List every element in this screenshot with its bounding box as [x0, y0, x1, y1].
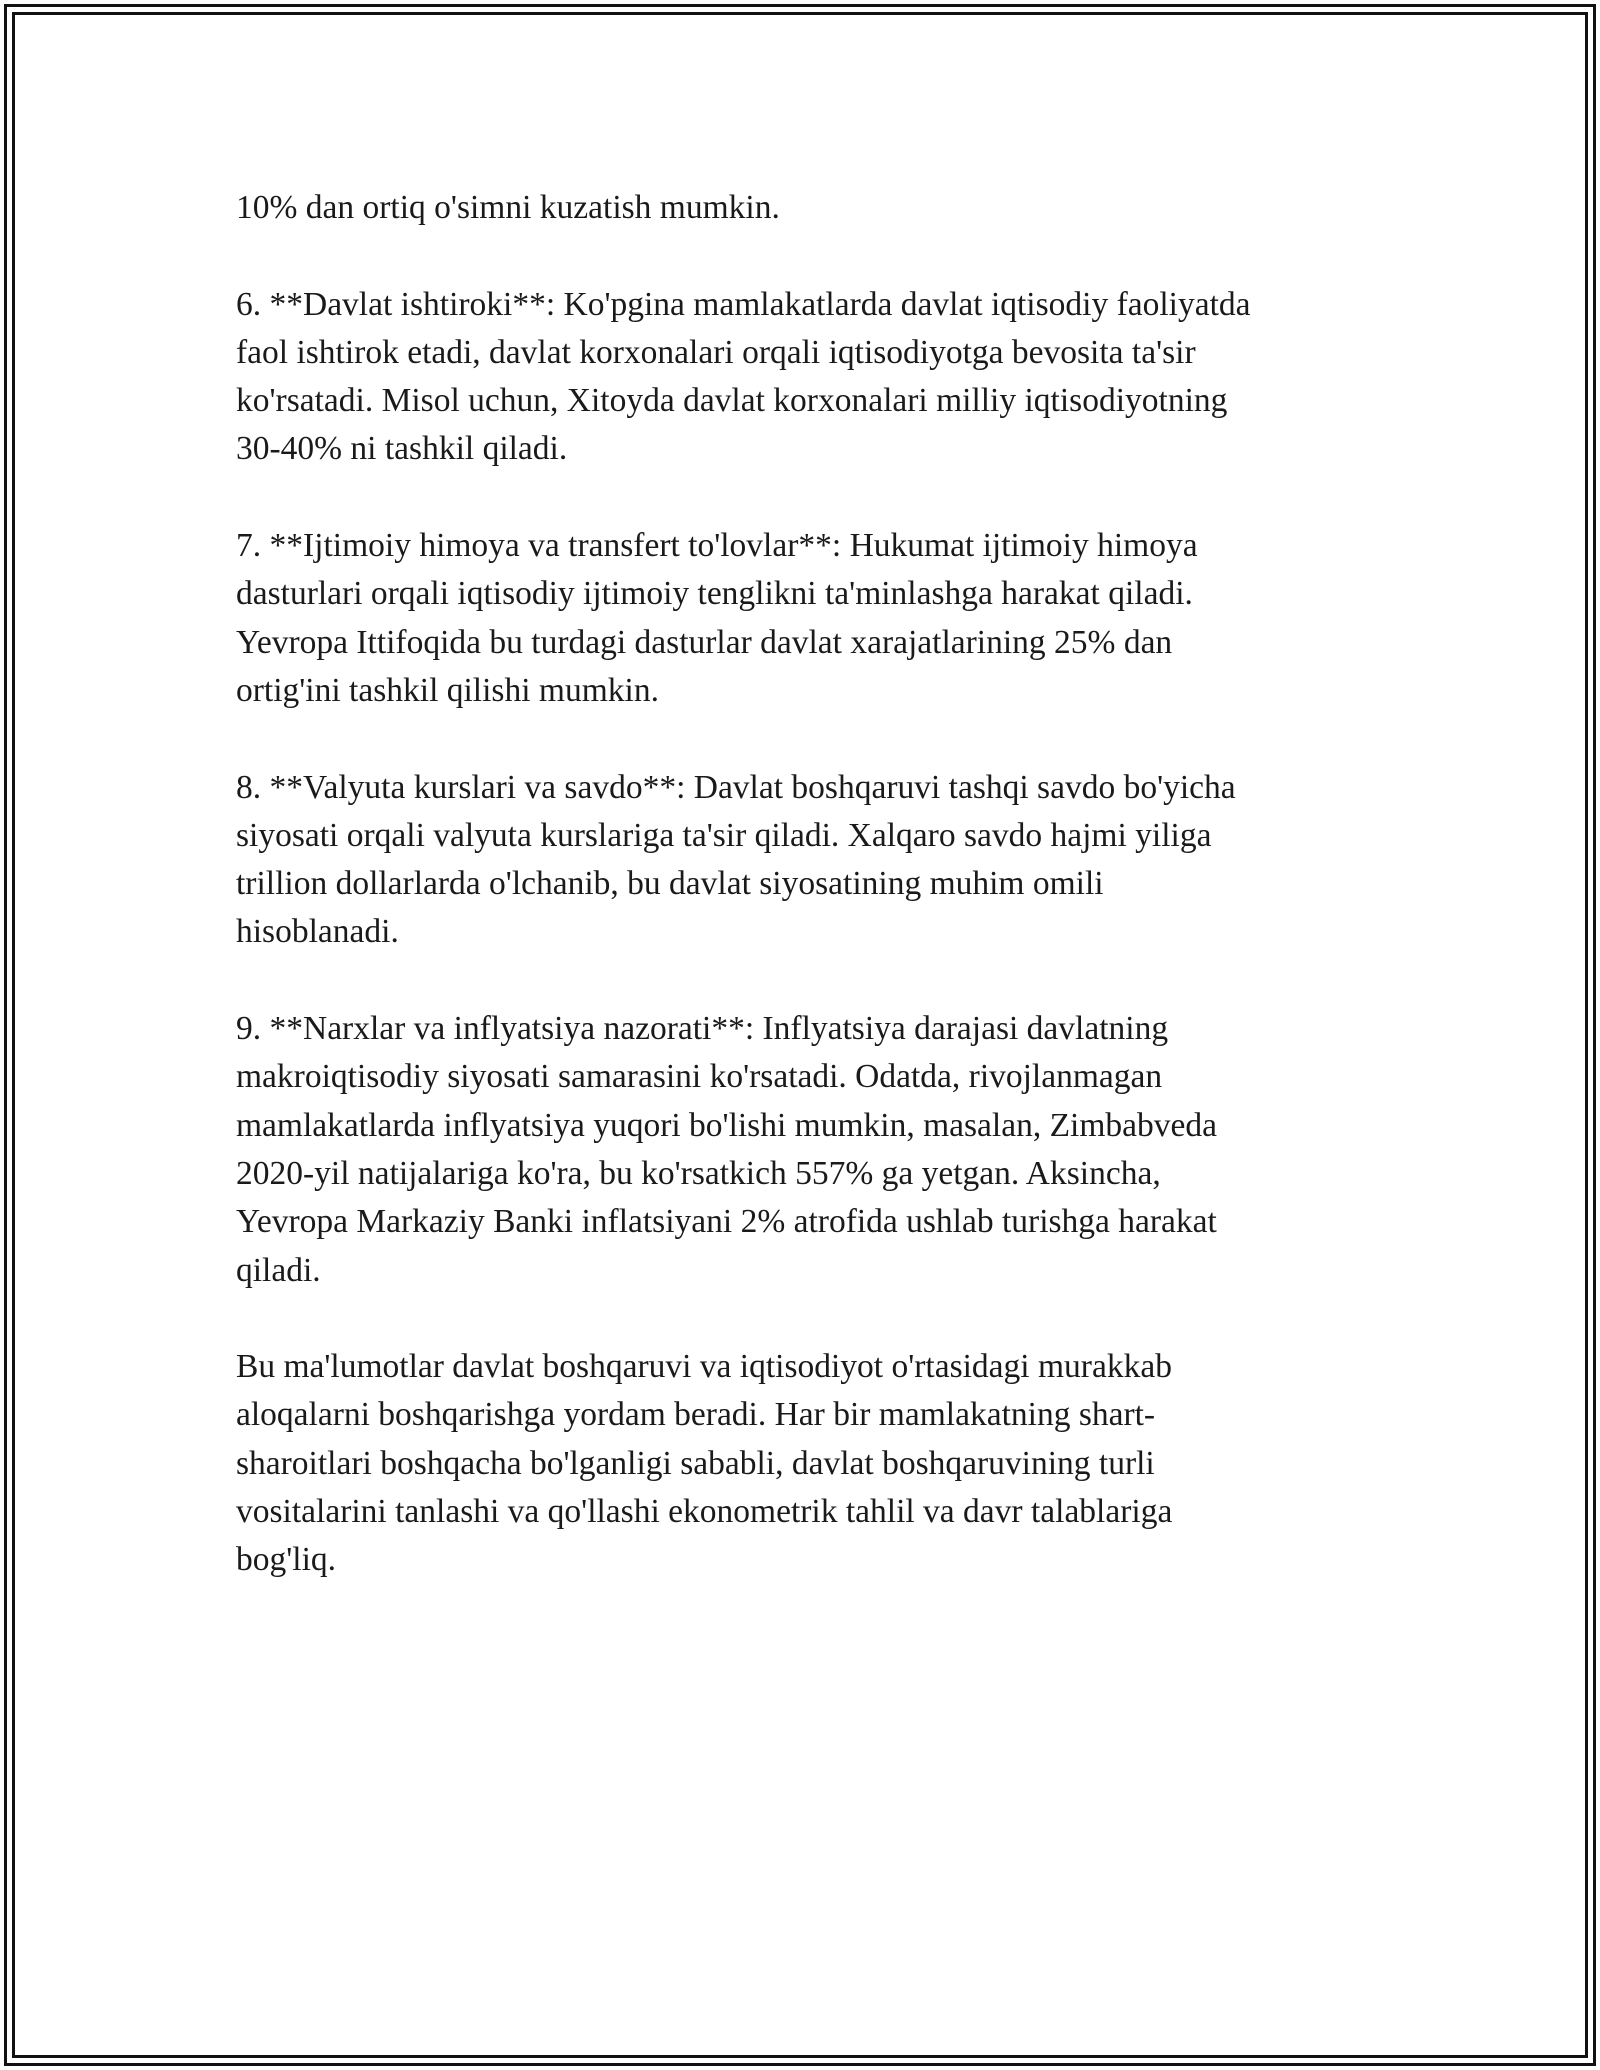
paragraph-item-9: 9. **Narxlar va inflyatsiya nazorati**: Inflyatsiya darajasi davlatning makroiqtisodiy siyosati samarasini ko'rsatadi. Odatda, rivojlanmagan mamlakatlarda inflyatsiya yuqori bo'lishi mumkin, masalan, Zimbabveda 2020-yil natijalariga ko'ra, bu ko'rsatkich 557% ga yetgan. Aksincha, Yevropa Markaziy Banki inflatsiyani 2% atrofida ushlab turishga harakat qiladi.	[236, 1010, 1218, 1289]
paragraph-conclusion: Bu ma'lumotlar davlat boshqaruvi va iqtisodiyot o'rtasidagi murakkab aloqalarni boshqarishga yordam beradi. Har bir mamlakatning shart- sharoitlari boshqacha bo'lganligi sababli, davlat boshqaruvining turli vositalarini tanlashi va qo'llashi ekonometrik tahlil va davr talablariga bog'liq.	[236, 1348, 1173, 1579]
paragraph-item-7: 7. **Ijtimoiy himoya va transfert to'lovlar**: Hukumat ijtimoiy himoya dasturlari orqali iqtisodiy ijtimoiy tenglikni ta'minlashga harakat qiladi. Yevropa Ittifoqida bu turdagi dasturlar davlat xarajatlarining 25% dan ortig'ini tashkil qilishi mumkin.	[236, 527, 1198, 709]
paragraph-continuation: 10% dan ortiq o'simni kuzatish mumkin.	[236, 189, 780, 226]
document-body	[236, 184, 1364, 1633]
paragraph-item-6: 6. **Davlat ishtiroki**: Ko'pgina mamlakatlarda davlat iqtisodiy faoliyatda faol ishtirok etadi, davlat korxonalari orqali iqtisodiyotga bevosita ta'sir ko'rsatadi. Misol uchun, Xitoyda davlat korxonalari milliy iqtisodiyotning 30-40% ni tashkil qiladi.	[236, 285, 1251, 468]
paragraph-item-8: 8. **Valyuta kurslari va savdo**: Davlat boshqaruvi tashqi savdo bo'yicha siyosati orqali valyuta kurslariga ta'sir qiladi. Xalqaro savdo hajmi yiliga trillion dollarlarda o'lchanib, bu davlat siyosatining muhim omili hisoblanadi.	[236, 768, 1236, 951]
